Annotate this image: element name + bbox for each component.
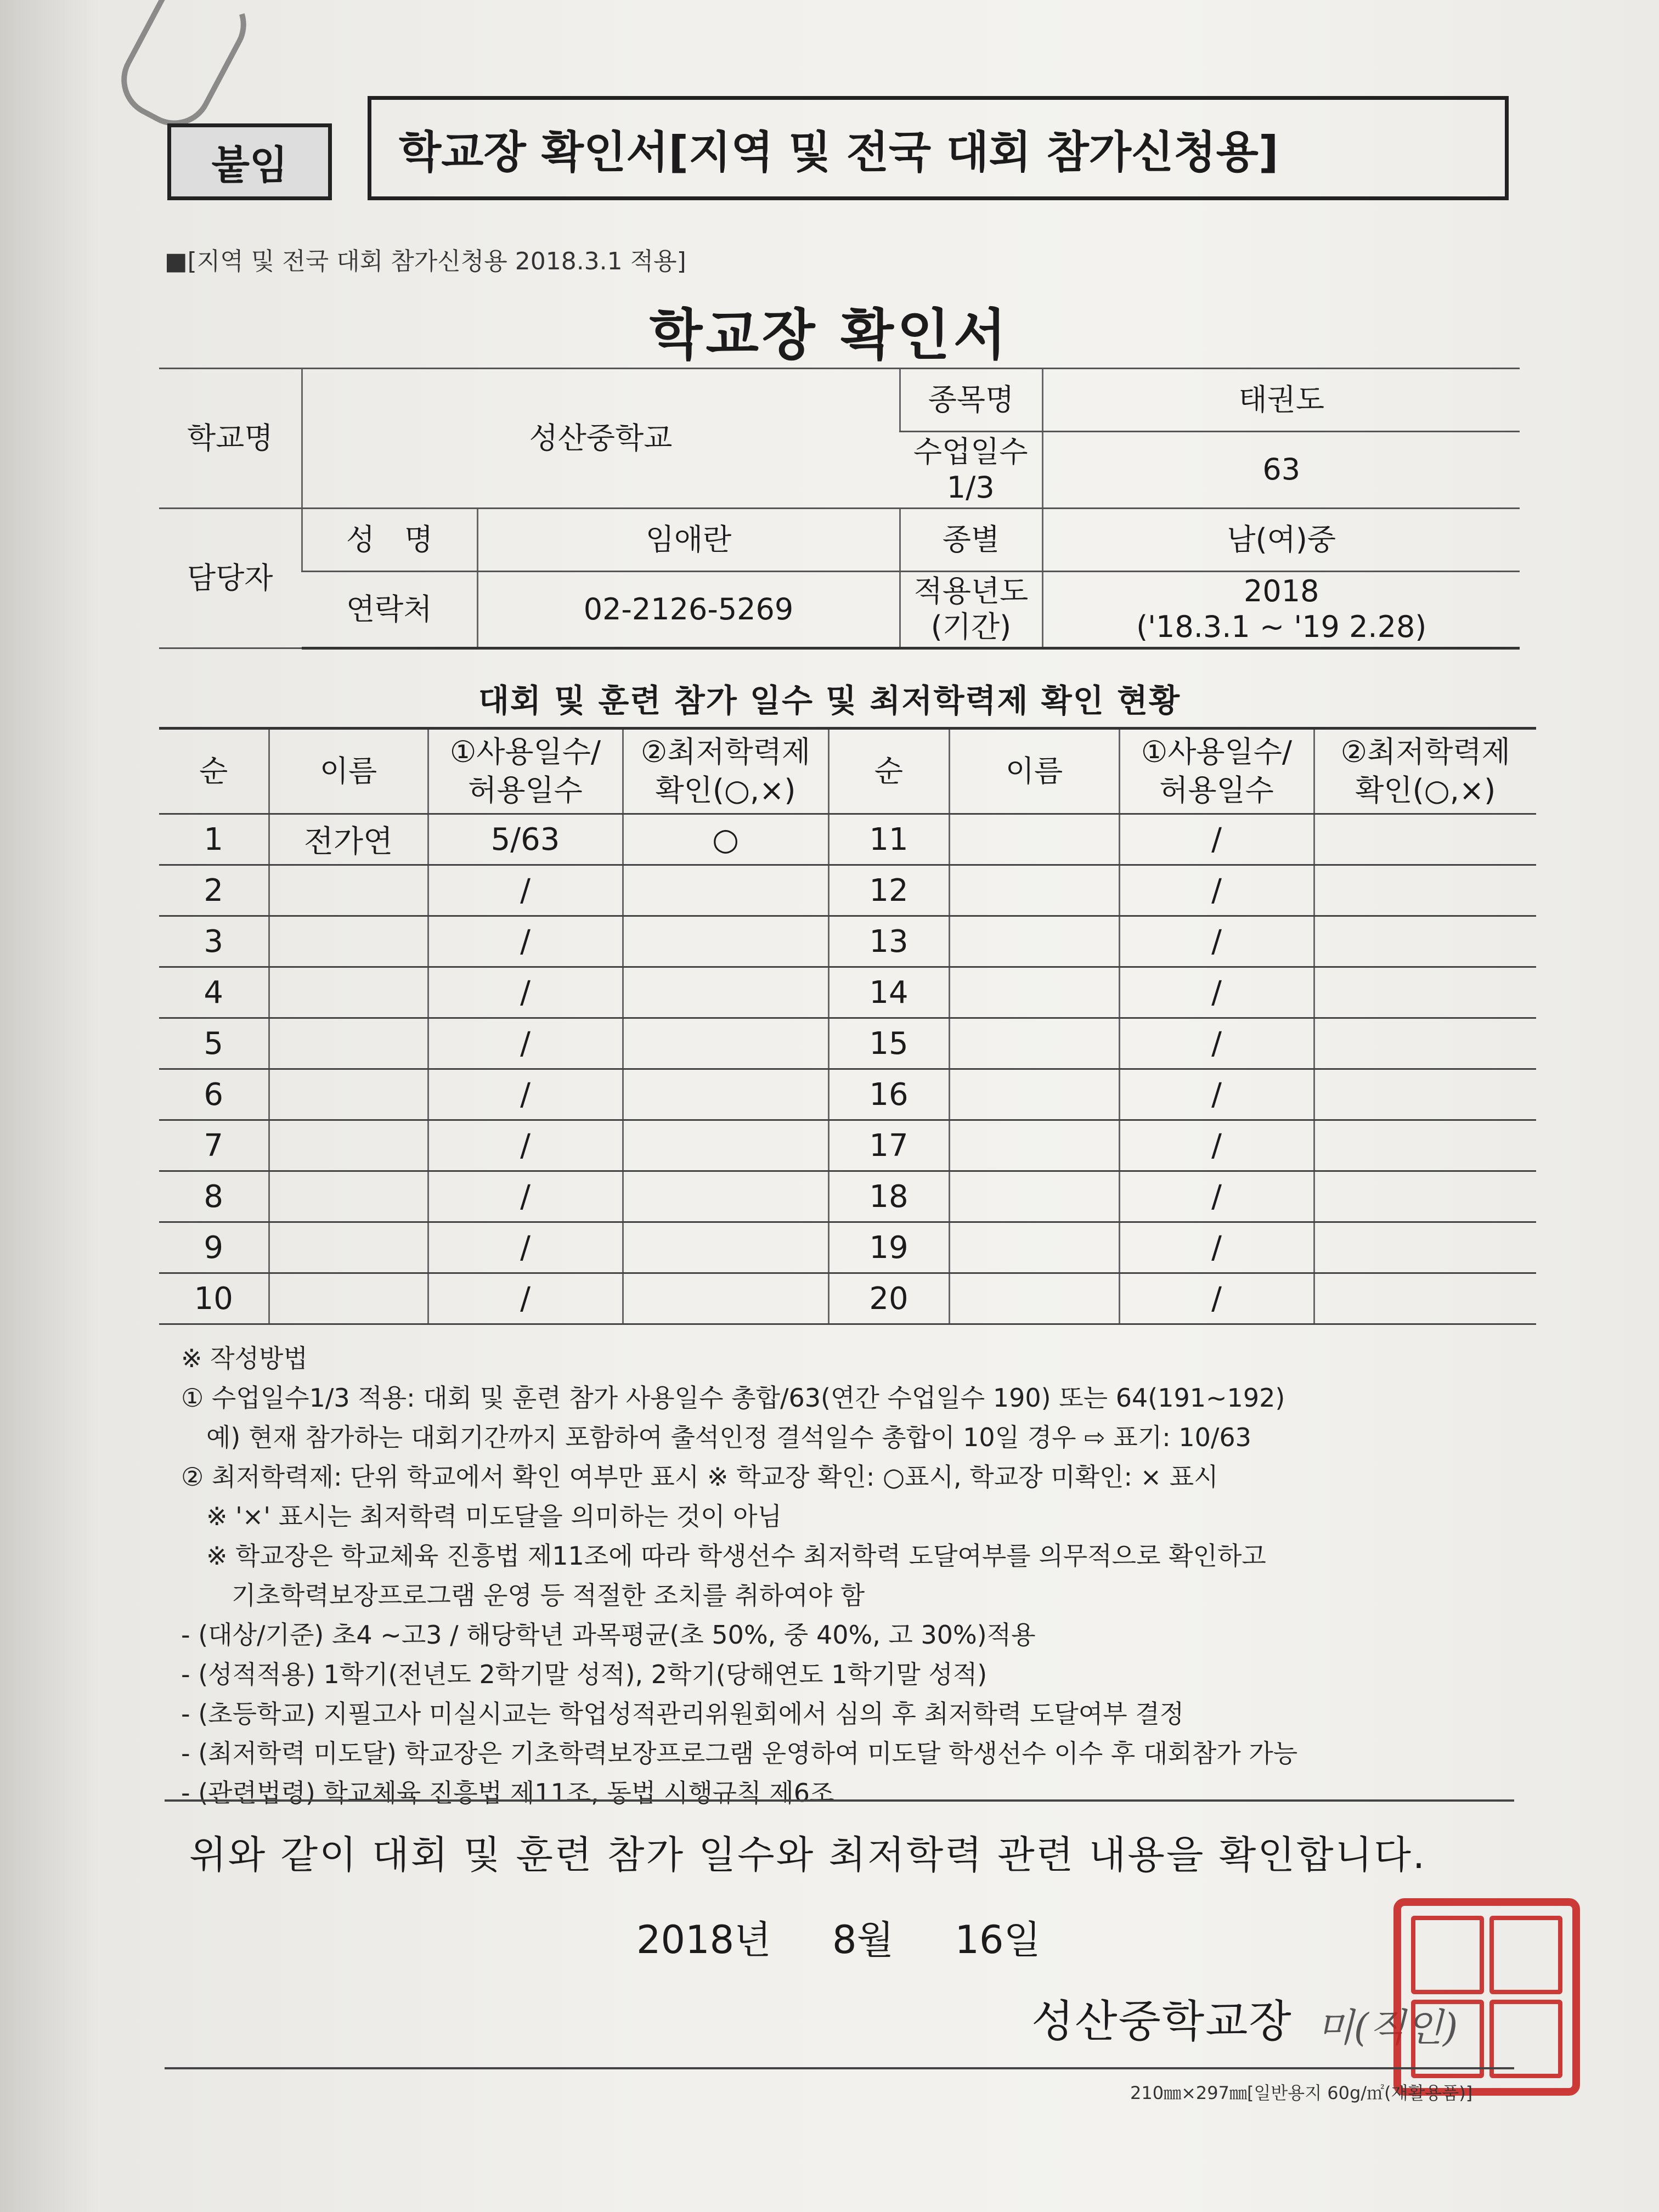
date-year: 2018년 xyxy=(636,1917,771,1962)
min-academic-check xyxy=(1314,1273,1536,1324)
student-name xyxy=(949,1069,1119,1120)
used-days: / xyxy=(1119,1222,1314,1273)
table-row xyxy=(159,1069,1536,1120)
header-days-line2: 허용일수 xyxy=(1159,773,1274,808)
event-value: 태권도 xyxy=(1042,369,1520,432)
min-academic-check xyxy=(1314,967,1536,1018)
student-name xyxy=(949,814,1119,865)
used-days: / xyxy=(428,967,623,1018)
gender-label: 종별 xyxy=(900,509,1042,572)
header-check-line1: ②최저학력제 xyxy=(640,734,811,769)
header-check-line1: ②최저학력제 xyxy=(1340,734,1510,769)
min-academic-check xyxy=(1314,1120,1536,1171)
header-no-right: 순 xyxy=(828,729,949,814)
document-title: 학교장 확인서 xyxy=(649,303,1010,367)
year-label-line1: 적용년도 xyxy=(913,574,1029,609)
table-row xyxy=(159,1120,1536,1171)
row-no: 7 xyxy=(159,1120,269,1171)
used-days: / xyxy=(1119,1171,1314,1222)
min-academic-check xyxy=(623,865,828,916)
attachment-tag: 붙임 xyxy=(167,123,332,200)
table-row xyxy=(159,1273,1536,1324)
student-name xyxy=(269,916,428,967)
student-name xyxy=(949,1018,1119,1069)
table-row xyxy=(159,1018,1536,1069)
status-title: 대회 및 훈련 참가 일수 및 최저학력제 확인 현황 xyxy=(478,682,1181,719)
row-no: 14 xyxy=(828,967,949,1018)
instruction-line: - (성적적용) 1학기(전년도 2학기말 성적), 2학기(당해연도 1학기말 성적) xyxy=(181,1660,988,1689)
info-table xyxy=(159,368,1520,650)
writing-instructions xyxy=(181,1339,1297,1813)
class-days-label xyxy=(900,432,1042,509)
min-academic-check xyxy=(623,1018,828,1069)
event-label: 종목명 xyxy=(900,369,1042,432)
header-check-left xyxy=(623,729,828,814)
name-label: 성 명 xyxy=(302,509,477,572)
min-academic-check xyxy=(1314,1222,1536,1273)
min-academic-check xyxy=(623,967,828,1018)
student-name xyxy=(269,1273,428,1324)
date-day: 16일 xyxy=(955,1917,1041,1962)
gender-value: 남(여)중 xyxy=(1042,509,1520,572)
row-no: 2 xyxy=(159,865,269,916)
official-seal-stamp xyxy=(1393,1898,1580,2096)
student-name xyxy=(269,967,428,1018)
header-name-right: 이름 xyxy=(949,729,1119,814)
student-name xyxy=(949,1273,1119,1324)
header-days-line2: 허용일수 xyxy=(468,773,583,808)
student-name xyxy=(269,1222,428,1273)
header-days-right xyxy=(1119,729,1314,814)
used-days: / xyxy=(428,1222,623,1273)
header-name-left: 이름 xyxy=(269,729,428,814)
min-academic-check xyxy=(1314,1018,1536,1069)
used-days: / xyxy=(1119,916,1314,967)
min-academic-check xyxy=(623,1069,828,1120)
table-row xyxy=(159,865,1536,916)
student-name xyxy=(949,1171,1119,1222)
used-days: / xyxy=(428,916,623,967)
header-check-line2: 확인(○,×) xyxy=(655,773,796,808)
student-name xyxy=(949,916,1119,967)
header-no-left: 순 xyxy=(159,729,269,814)
year-value-line2: ('18.3.1 ~ '19 2.28) xyxy=(1136,610,1427,644)
header-days-left xyxy=(428,729,623,814)
header-days-line1: ①사용일수/ xyxy=(1141,734,1293,769)
used-days: / xyxy=(428,1171,623,1222)
instruction-line: ※ 작성방법 xyxy=(181,1344,308,1373)
row-no: 6 xyxy=(159,1069,269,1120)
year-label xyxy=(900,572,1042,648)
student-name xyxy=(269,1018,428,1069)
row-no: 1 xyxy=(159,814,269,865)
seal-cell xyxy=(1411,1916,1484,1994)
header-days-line1: ①사용일수/ xyxy=(449,734,601,769)
min-academic-check: ○ xyxy=(623,814,828,865)
form-note: ■[지역 및 전국 대회 참가신청용 2018.3.1 적용] xyxy=(165,247,686,275)
table-row xyxy=(159,1171,1536,1222)
row-no: 3 xyxy=(159,916,269,967)
row-no: 11 xyxy=(828,814,949,865)
instruction-line: ※ '×' 표시는 최저학력 미도달을 의미하는 것이 아님 xyxy=(181,1502,782,1531)
used-days: / xyxy=(428,865,623,916)
student-name xyxy=(949,967,1119,1018)
table-row xyxy=(159,1222,1536,1273)
contact-value: 02-2126-5269 xyxy=(477,572,900,648)
instruction-line: - (관련법령) 학교체육 진흥법 제11조, 동법 시행규칙 제6조 xyxy=(181,1778,834,1808)
used-days: / xyxy=(428,1120,623,1171)
principal-title: 성산중학교장 xyxy=(1031,1996,1293,2047)
used-days: / xyxy=(1119,1069,1314,1120)
student-name: 전가연 xyxy=(269,814,428,865)
manager-label: 담당자 xyxy=(159,509,302,648)
school-label: 학교명 xyxy=(159,369,302,509)
row-no: 4 xyxy=(159,967,269,1018)
instruction-line: - (대상/기준) 초4 ~고3 / 해당학년 과목평균(초 50%, 중 40%, 고 30%)적용 xyxy=(181,1620,1036,1650)
header-check-line2: 확인(○,×) xyxy=(1355,773,1496,808)
student-name xyxy=(949,1222,1119,1273)
row-no: 16 xyxy=(828,1069,949,1120)
header-title: 학교장 확인서[지역 및 전국 대회 참가신청용] xyxy=(368,96,1509,200)
class-days-value: 63 xyxy=(1042,432,1520,509)
confirmation-statement: 위와 같이 대회 및 훈련 참가 일수와 최저학력 관련 내용을 확인합니다. xyxy=(189,1832,1427,1877)
used-days: / xyxy=(428,1018,623,1069)
instruction-line: ① 수업일수1/3 적용: 대회 및 훈련 참가 사용일수 총합/63(연간 수업일수 190) 또는 64(191~192) xyxy=(181,1383,1285,1413)
used-days: / xyxy=(428,1273,623,1324)
min-academic-check xyxy=(1314,1069,1536,1120)
min-academic-check xyxy=(623,1222,828,1273)
divider xyxy=(165,1799,1514,1802)
used-days: / xyxy=(1119,1018,1314,1069)
instruction-line: 기초학력보장프로그램 운영 등 적절한 조치를 취하여야 함 xyxy=(181,1581,865,1610)
row-no: 15 xyxy=(828,1018,949,1069)
class-days-label-line1: 수업일수 xyxy=(913,434,1028,469)
used-days: / xyxy=(428,1069,623,1120)
student-name xyxy=(269,1069,428,1120)
instruction-line: ※ 학교장은 학교체육 진흥법 제11조에 따라 학생선수 최저학력 도달여부를 의무적으로 확인하고 xyxy=(181,1541,1266,1571)
row-no: 18 xyxy=(828,1171,949,1222)
used-days: / xyxy=(1119,1120,1314,1171)
student-name xyxy=(269,1171,428,1222)
used-days: / xyxy=(1119,1273,1314,1324)
seal-cell xyxy=(1489,2000,1562,2078)
student-name xyxy=(949,1120,1119,1171)
year-value-line1: 2018 xyxy=(1244,574,1319,609)
row-no: 20 xyxy=(828,1273,949,1324)
instruction-line: 예) 현재 참가하는 대회기간까지 포함하여 출석인정 결석일수 총합이 10일 경우 ⇨ 표기: 10/63 xyxy=(181,1423,1251,1452)
min-academic-check xyxy=(623,1171,828,1222)
min-academic-check xyxy=(1314,814,1536,865)
table-row xyxy=(159,967,1536,1018)
bottom-divider xyxy=(165,2067,1514,2069)
year-value xyxy=(1042,572,1520,648)
student-name xyxy=(269,1120,428,1171)
min-academic-check xyxy=(623,1120,828,1171)
issue-date xyxy=(636,1909,1041,1965)
signature: 미(직인) xyxy=(1317,2005,1458,2050)
min-academic-check xyxy=(1314,916,1536,967)
min-academic-check xyxy=(623,916,828,967)
paper-size-note: 210㎜×297㎜[일반용지 60g/㎡(재활용품)] xyxy=(1130,2083,1473,2103)
date-month: 8월 xyxy=(832,1917,894,1962)
seal-cell xyxy=(1411,2000,1484,2078)
contact-label: 연락처 xyxy=(302,572,477,648)
row-no: 8 xyxy=(159,1171,269,1222)
row-no: 5 xyxy=(159,1018,269,1069)
row-no: 17 xyxy=(828,1120,949,1171)
school-value: 성산중학교 xyxy=(302,369,900,509)
student-name xyxy=(269,865,428,916)
min-academic-check xyxy=(1314,1171,1536,1222)
name-value: 임애란 xyxy=(477,509,900,572)
row-no: 19 xyxy=(828,1222,949,1273)
used-days: / xyxy=(1119,967,1314,1018)
header-check-right xyxy=(1314,729,1536,814)
student-name xyxy=(949,865,1119,916)
row-no: 13 xyxy=(828,916,949,967)
row-no: 9 xyxy=(159,1222,269,1273)
instruction-line: - (최저학력 미도달) 학교장은 기초학력보장프로그램 운영하여 미도달 학생선수 이수 후 대회참가 가능 xyxy=(181,1739,1298,1768)
min-academic-check xyxy=(1314,865,1536,916)
class-days-label-line2: 1/3 xyxy=(946,470,995,505)
roster-table xyxy=(159,727,1536,1325)
table-row xyxy=(159,916,1536,967)
used-days: 5/63 xyxy=(428,814,623,865)
row-no: 10 xyxy=(159,1273,269,1324)
instruction-line: - (초등학교) 지필고사 미실시교는 학업성적관리위원회에서 심의 후 최저학력 도달여부 결정 xyxy=(181,1699,1184,1729)
row-no: 12 xyxy=(828,865,949,916)
year-label-line2: (기간) xyxy=(930,610,1012,644)
used-days: / xyxy=(1119,865,1314,916)
used-days: / xyxy=(1119,814,1314,865)
table-row xyxy=(159,814,1536,865)
min-academic-check xyxy=(623,1273,828,1324)
seal-cell xyxy=(1489,1916,1562,1994)
instruction-line: ② 최저학력제: 단위 학교에서 확인 여부만 표시 ※ 학교장 확인: ○표시, 학교장 미확인: × 표시 xyxy=(181,1462,1218,1492)
